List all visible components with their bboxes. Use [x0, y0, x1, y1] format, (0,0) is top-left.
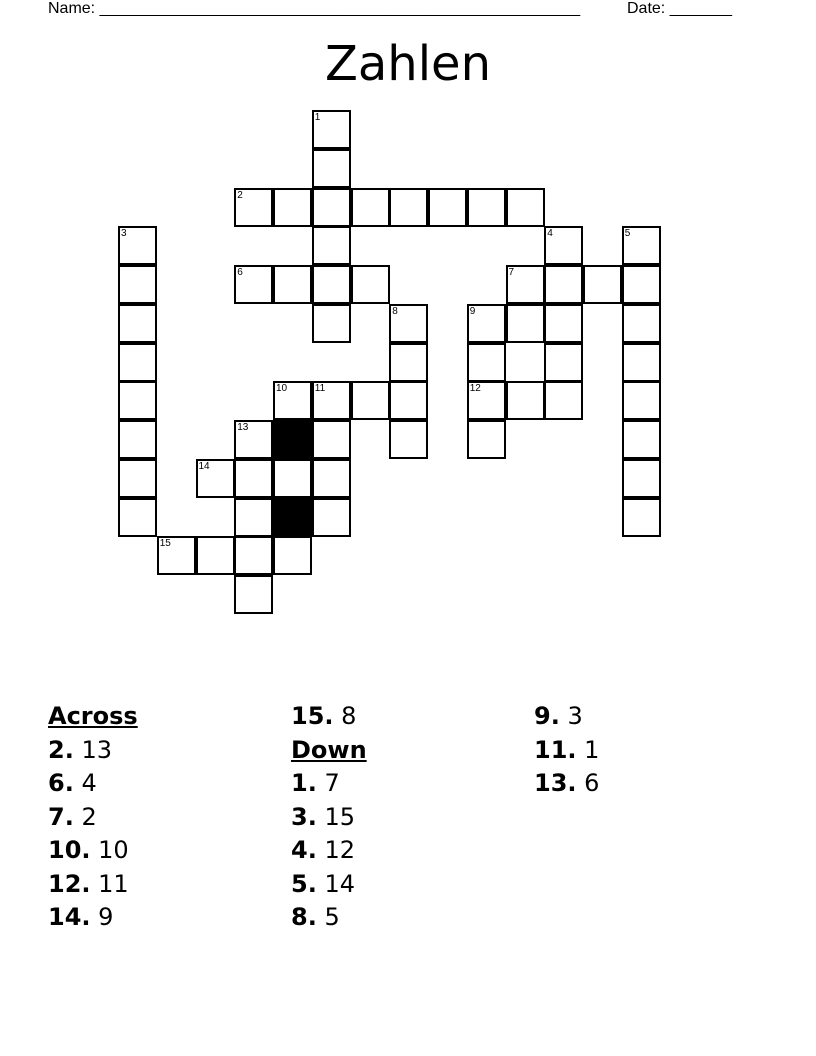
clue-text: 11 — [98, 869, 129, 898]
crossword-cell[interactable] — [273, 536, 312, 575]
clue-text: 5 — [324, 903, 340, 931]
clue-item — [291, 834, 531, 868]
clue-column-3 — [534, 700, 774, 801]
crossword-cell[interactable] — [467, 304, 506, 343]
crossword-cell[interactable] — [467, 420, 506, 459]
clue-item — [48, 734, 288, 768]
crossword-cell[interactable] — [544, 226, 583, 265]
clue-number: 1. — [291, 769, 317, 797]
cell-number: 4 — [547, 228, 553, 240]
page-title: Zahlen — [324, 36, 491, 92]
crossword-cell[interactable] — [622, 343, 661, 382]
cell-number: 3 — [121, 228, 127, 240]
crossword-cell[interactable] — [622, 304, 661, 343]
crossword-cell[interactable] — [312, 381, 351, 420]
crossword-cell[interactable] — [234, 420, 273, 459]
crossword-cell[interactable] — [622, 420, 661, 459]
clue-item — [291, 767, 531, 801]
clue-number: 13. — [534, 769, 577, 797]
clue-number: 2. — [48, 735, 74, 764]
crossword-cell[interactable] — [118, 226, 157, 265]
crossword-cell[interactable] — [467, 343, 506, 382]
cell-number: 15 — [159, 538, 171, 550]
crossword-cell[interactable] — [234, 575, 273, 614]
crossword-cell[interactable] — [312, 420, 351, 459]
clue-number: 4. — [291, 836, 317, 864]
crossword-cell[interactable] — [312, 149, 351, 188]
crossword-cell[interactable] — [467, 188, 506, 227]
crossword-cell[interactable] — [467, 381, 506, 420]
crossword-cell[interactable] — [389, 343, 428, 382]
clue-item — [291, 801, 531, 835]
crossword-cell[interactable] — [312, 226, 351, 265]
crossword-cell[interactable] — [234, 459, 273, 498]
crossword-cell[interactable] — [351, 381, 390, 420]
clue-item — [534, 767, 774, 801]
name-field-label: Name: ______________________________________________________ — [48, 0, 581, 17]
clue-text: 1 — [584, 735, 600, 764]
cell-number: 11 — [314, 383, 326, 395]
clue-number: 7. — [48, 802, 74, 831]
cell-number: 9 — [469, 305, 476, 317]
crossword-cell[interactable] — [583, 265, 622, 304]
crossword-cell[interactable] — [506, 381, 545, 420]
crossword-cell[interactable] — [389, 381, 428, 420]
crossword-cell[interactable] — [312, 110, 351, 149]
clue-column-1 — [48, 700, 288, 935]
crossword-cell[interactable] — [544, 304, 583, 343]
clue-number: 3. — [291, 802, 317, 831]
clue-text: 7 — [324, 769, 340, 797]
clue-item — [291, 868, 531, 902]
crossword-cell[interactable] — [544, 381, 583, 420]
crossword-cell[interactable] — [312, 459, 351, 498]
clue-item — [48, 767, 288, 801]
clue-item — [48, 834, 288, 868]
clue-text: 4 — [81, 769, 97, 797]
cell-number: 8 — [392, 305, 398, 317]
crossword-cell[interactable] — [118, 459, 157, 498]
clue-number: 12. — [48, 869, 91, 898]
crossword-cell[interactable] — [622, 265, 661, 304]
clue-text: 2 — [81, 802, 97, 831]
cell-number: 14 — [198, 460, 210, 472]
clue-text: 12 — [324, 836, 356, 864]
cell-number: 13 — [237, 422, 249, 433]
clue-number: 15. — [291, 702, 334, 730]
crossword-block — [273, 420, 312, 459]
crossword-cell[interactable] — [196, 536, 235, 575]
clue-text: 13 — [81, 735, 113, 764]
crossword-cell[interactable] — [273, 188, 312, 227]
crossword-cell[interactable] — [273, 459, 312, 498]
clue-number: 9. — [534, 702, 560, 730]
clue-number: 14. — [48, 903, 91, 931]
date-field-label: Date: _______ — [627, 0, 732, 17]
crossword-cell[interactable] — [157, 536, 196, 575]
crossword-cell[interactable] — [428, 188, 467, 227]
crossword-cell[interactable] — [234, 265, 273, 304]
crossword-cell[interactable] — [118, 265, 157, 304]
clue-number: 6. — [48, 769, 74, 797]
crossword-cell[interactable] — [622, 498, 661, 537]
crossword-cell[interactable] — [312, 498, 351, 537]
cell-number: 12 — [469, 383, 481, 395]
crossword-cell[interactable] — [506, 304, 545, 343]
clue-item — [291, 901, 531, 935]
clue-number: 11. — [534, 735, 577, 764]
clue-item — [48, 901, 288, 935]
crossword-cell[interactable] — [234, 498, 273, 537]
clue-item — [534, 700, 774, 734]
clue-number: 8. — [291, 903, 317, 931]
clue-text: 6 — [584, 769, 600, 797]
cell-number: 6 — [237, 267, 243, 278]
clue-text: 9 — [98, 903, 114, 931]
crossword-cell[interactable] — [273, 381, 312, 420]
crossword-cell[interactable] — [389, 188, 428, 227]
crossword-block — [273, 498, 312, 537]
clue-item — [48, 801, 288, 835]
clue-heading: Down — [291, 735, 367, 764]
clue-number: 5. — [291, 869, 317, 898]
clue-text: 8 — [341, 702, 357, 730]
cell-number: 1 — [314, 112, 321, 123]
crossword-cell[interactable] — [118, 381, 157, 420]
crossword-cell[interactable] — [622, 381, 661, 420]
crossword-cell[interactable] — [312, 304, 351, 343]
clue-item — [48, 868, 288, 902]
crossword-cell[interactable] — [118, 343, 157, 382]
crossword-cell[interactable] — [118, 420, 157, 459]
clue-text: 15 — [324, 802, 356, 831]
clue-heading: Across — [48, 702, 138, 730]
crossword-cell[interactable] — [351, 265, 390, 304]
clue-text: 14 — [324, 869, 356, 898]
crossword-cell[interactable] — [196, 459, 235, 498]
clue-text: 10 — [98, 836, 129, 864]
crossword-cell[interactable] — [544, 265, 583, 304]
crossword-cell[interactable] — [118, 304, 157, 343]
crossword-cell[interactable] — [389, 420, 428, 459]
crossword-cell[interactable] — [389, 304, 428, 343]
crossword-cell[interactable] — [506, 265, 545, 304]
crossword-cell[interactable] — [273, 265, 312, 304]
crossword-cell[interactable] — [312, 188, 351, 227]
crossword-cell[interactable] — [544, 343, 583, 382]
clue-item — [534, 734, 774, 768]
crossword-cell[interactable] — [506, 188, 545, 227]
cell-number: 7 — [508, 267, 515, 278]
crossword-cell[interactable] — [351, 188, 390, 227]
crossword-cell[interactable] — [118, 498, 157, 537]
crossword-cell[interactable] — [622, 459, 661, 498]
clue-text: 3 — [567, 702, 583, 730]
crossword-cell[interactable] — [234, 536, 273, 575]
cell-number: 2 — [237, 189, 243, 201]
cell-number: 10 — [276, 383, 288, 395]
cell-number: 5 — [624, 228, 631, 240]
crossword-cell[interactable] — [622, 226, 661, 265]
clue-item — [291, 700, 531, 734]
clue-column-2 — [291, 700, 531, 935]
clue-number: 10. — [48, 836, 91, 864]
crossword-cell[interactable] — [234, 188, 273, 227]
clue-list — [0, 700, 816, 960]
crossword-cell[interactable] — [312, 265, 351, 304]
